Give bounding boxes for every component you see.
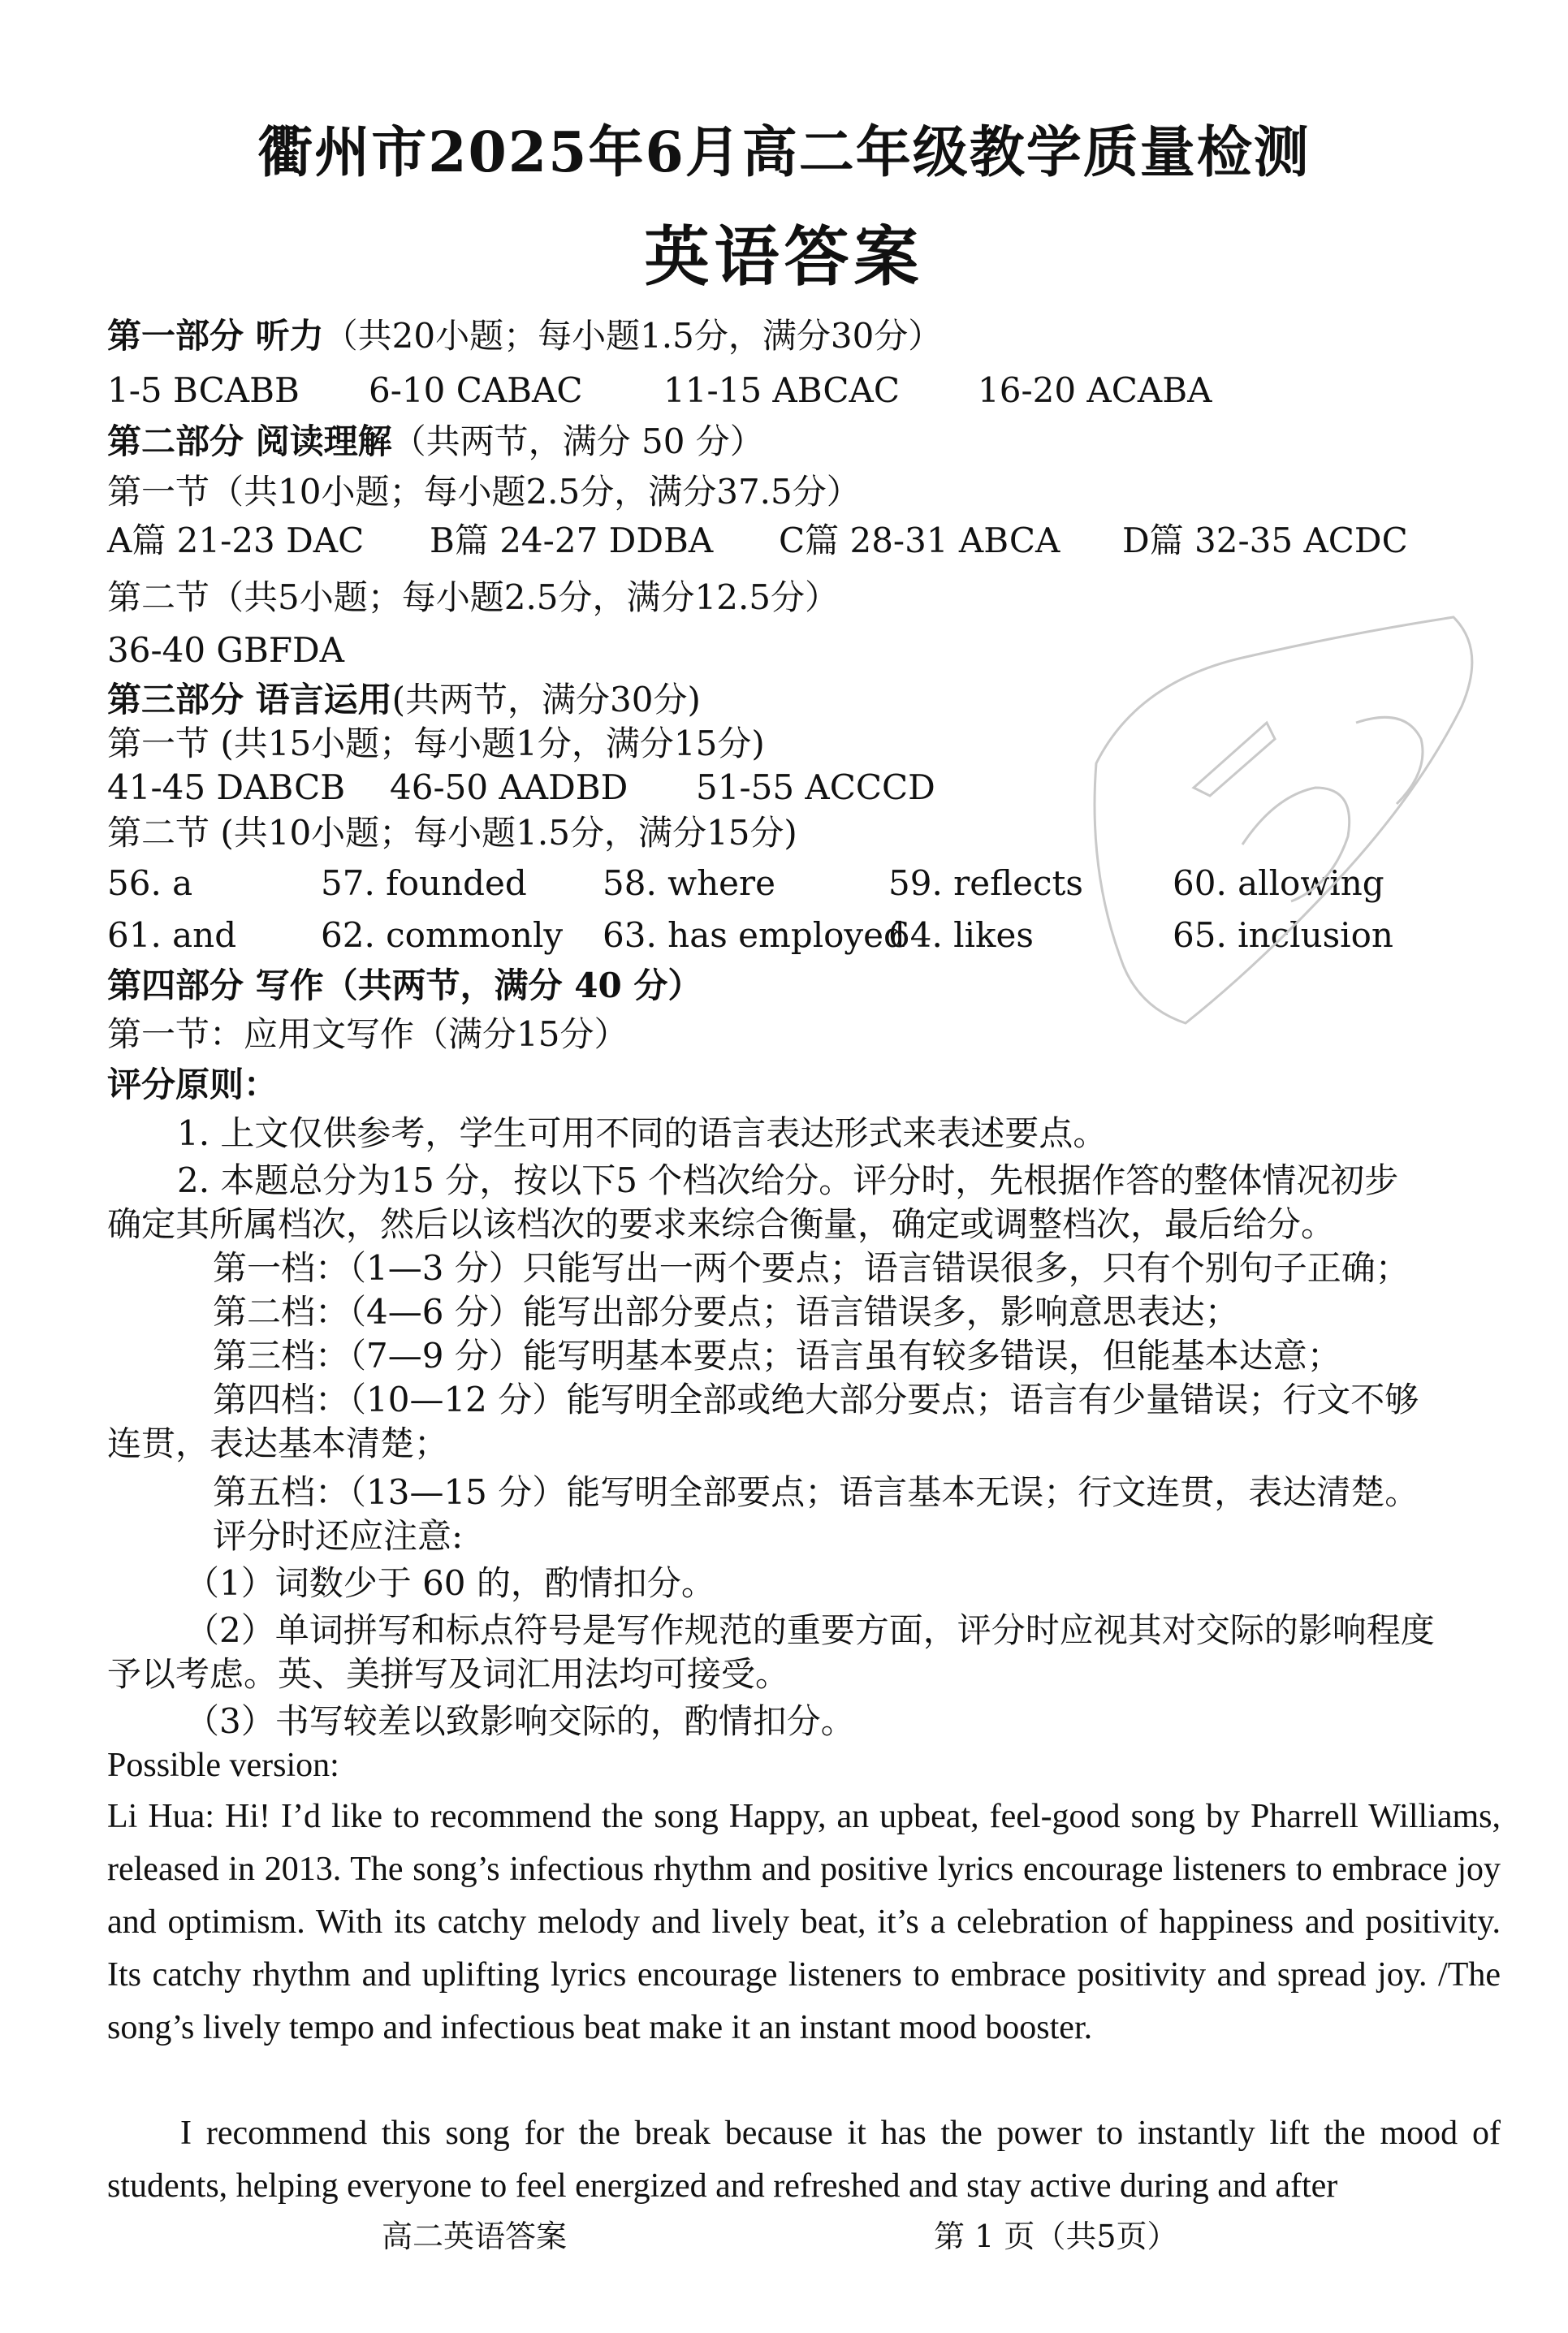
criteria-title: 评分原则： — [107, 1065, 279, 1104]
document-subtitle: 英语答案 — [644, 218, 924, 295]
fill-answer: 65. inclusion — [1173, 915, 1393, 955]
part1-heading-rest: （共20小题；每小题1.5分，满分30分） — [323, 316, 943, 356]
part1-heading — [107, 315, 1488, 357]
fill-answer: 63. has employed — [603, 915, 905, 955]
rule-1: 1. 上文仅供参考，学生可用不同的语言表达形式来表述要点。 — [177, 1113, 1108, 1153]
fill-answer: 60. allowing — [1173, 863, 1384, 903]
fill-answer: 58. where — [603, 863, 775, 903]
fill-answer: 56. a — [107, 863, 193, 903]
part2-section2: 第二节（共5小题；每小题2.5分，满分12.5分） — [107, 577, 840, 617]
part1-heading-bold: 第一部分 听力 — [107, 316, 324, 356]
watermark-stamp — [999, 520, 1518, 1072]
fill-answer: 62. commonly — [321, 915, 564, 955]
answer-group: B篇 24-27 DDBA — [430, 521, 714, 560]
essay-paragraph-2: I recommend this song for the break because it has the power to instantly lift the mood of students, helping everyone to feel energized and refreshed and stay active during and after — [107, 2115, 1501, 2205]
answer-group: C篇 28-31 ABCA — [779, 521, 1060, 560]
answer-group: 16-20 ACABA — [978, 370, 1212, 410]
part2-heading — [107, 421, 1488, 463]
part2-section1: 第一节（共10小题；每小题2.5分，满分37.5分） — [107, 472, 861, 512]
part3-section2: 第二节 (共10小题；每小题1.5分，满分15分) — [107, 813, 797, 853]
part2-heading-rest: （共两节，满分 50 分） — [391, 421, 764, 461]
tier-1: 第一档：（1—3 分）只能写出一两个要点；语言错误很多，只有个别句子正确； — [213, 1248, 1410, 1288]
fill-answer: 61. and — [107, 915, 237, 955]
part2-section2-answers: 36-40 GBFDA — [107, 630, 344, 670]
note-2-line-2: 予以考虑。英、美拼写及词汇用法均可接受。 — [107, 1654, 790, 1694]
tier-2: 第二档：（4—6 分）能写出部分要点；语言错误多，影响意思表达； — [213, 1292, 1239, 1332]
tier-5: 第五档：（13—15 分）能写明全部要点；语言基本无误；行文连贯，表达清楚。 — [213, 1472, 1419, 1512]
answer-group: A篇 21-23 DAC — [107, 521, 365, 560]
answer-group: 46-50 AADBD — [390, 767, 628, 807]
note-1: （1）词数少于 60 的，酌情扣分。 — [185, 1563, 715, 1603]
part3-heading-rest: (共两节，满分30分) — [391, 680, 701, 719]
note-2-line-1: （2）单词拼写和标点符号是写作规范的重要方面，评分时应视其对交际的影响程度 — [185, 1610, 1435, 1650]
answer-group: D篇 32-35 ACDC — [1122, 521, 1408, 560]
part2-heading-bold: 第二部分 阅读理解 — [107, 421, 392, 461]
answer-group: 41-45 DABCB — [107, 767, 346, 807]
possible-version-label: Possible version: — [107, 1747, 339, 1784]
part1-answers — [107, 369, 1488, 412]
answer-group: 6-10 CABAC — [369, 370, 583, 410]
fill-answer: 57. founded — [321, 863, 527, 903]
footer-left: 高二英语答案 — [382, 2219, 568, 2254]
note-3: （3）书写较差以致影响交际的，酌情扣分。 — [185, 1701, 855, 1741]
answer-group: 11-15 ABCAC — [663, 370, 901, 410]
essay-paragraph-1: Li Hua: Hi! I’d like to recommend the song Happy, an upbeat, feel-good song by Pharrell Williams, released in 2013. The song’s infectious rhythm and positive lyrics encourage listeners to embrace joy and optimism. With its catchy melody and lively beat, it’s a celebration of happiness and positivity. Its catchy rhythm and uplifting lyrics encourage listeners to embrace positivity and spread joy. /The song’s lively tempo and infectious beat make it an instant mood booster. — [107, 1798, 1501, 2046]
tier-4-line-2: 连贯，表达基本清楚； — [107, 1424, 449, 1463]
answer-group: 51-55 ACCCD — [696, 767, 935, 807]
tier-4-line-1: 第四档：（10—12 分）能写明全部或绝大部分要点；语言有少量错误；行文不够 — [213, 1380, 1419, 1419]
part3-section1: 第一节 (共15小题；每小题1分，满分15分) — [107, 724, 765, 763]
document-title: 衢州市2025年6月高二年级教学质量检测 — [257, 120, 1311, 185]
part3-heading-bold: 第三部分 语言运用 — [107, 680, 392, 719]
rule-2-line-1: 2. 本题总分为15 分，按以下5 个档次给分。评分时，先根据作答的整体情况初步 — [177, 1160, 1399, 1200]
fill-answer: 64. likes — [888, 915, 1034, 955]
fill-answer: 59. reflects — [888, 863, 1083, 903]
part4-heading: 第四部分 写作（共两节，满分 40 分） — [107, 966, 702, 1005]
answer-group: 1-5 BCABB — [107, 370, 300, 410]
rule-2-line-2: 确定其所属档次，然后以该档次的要求来综合衡量，确定或调整档次，最后给分。 — [107, 1204, 1336, 1244]
part4-section1: 第一节：应用文写作（满分15分） — [107, 1014, 628, 1054]
notes-title: 评分时还应注意: — [213, 1516, 464, 1556]
tier-3: 第三档：（7—9 分）能写明基本要点；语言虽有较多错误，但能基本达意； — [213, 1336, 1341, 1376]
footer-page-number: 第 1 页（共5页） — [934, 2219, 1178, 2254]
